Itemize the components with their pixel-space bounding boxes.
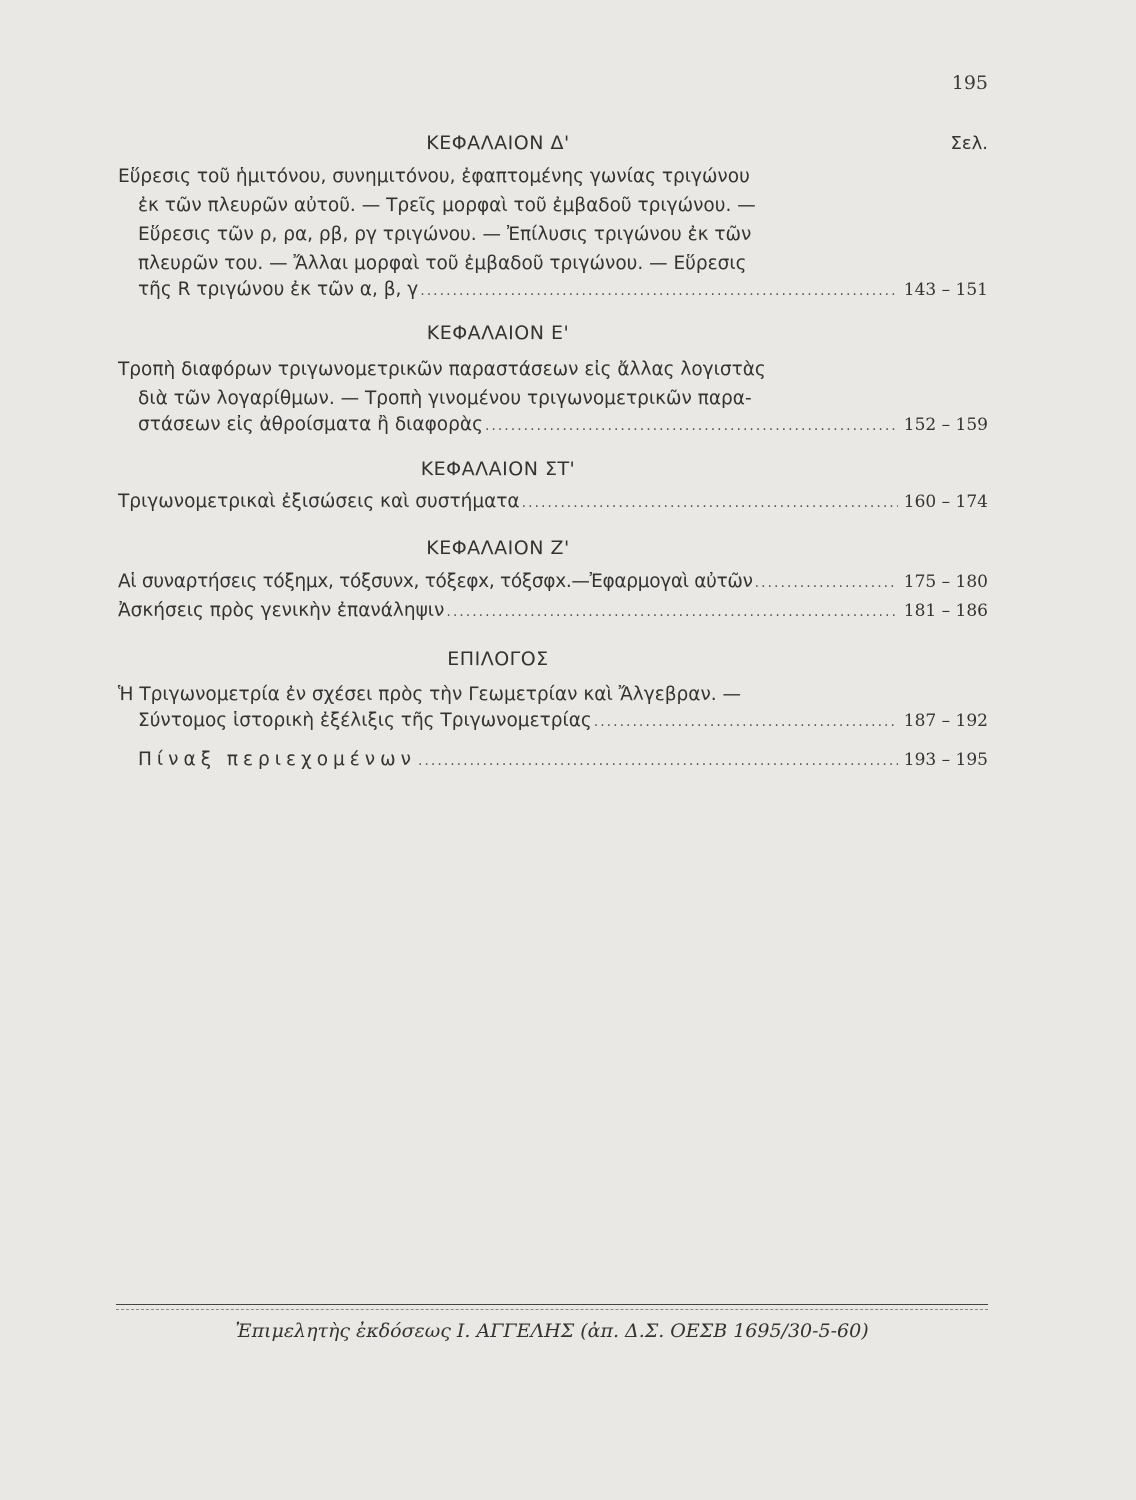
chapter-d-last-line: τῆς R τριγώνου ἐκ τῶν α, β, γ (138, 279, 419, 300)
chapter-z-entry-2-text: Ἀσκήσεις πρὸς γενικὴν ἐπανάληψιν (118, 600, 445, 621)
chapter-d-line-1: Εὕρεσις τοῦ ἡμιτόνου, συνημιτόνου, ἐφαπτομένης γωνίας τριγώνου (118, 166, 750, 187)
chapter-d-entry (138, 279, 988, 300)
toc-label: Πίναξ περιεχομένων (138, 749, 416, 770)
footer-rule-secondary (116, 1309, 988, 1310)
editor-credit: Ἐπιμελητὴς ἐκδόσεως Ι. ΑΓΓΕΛΗΣ (ἀπ. Δ.Σ. ΟΕΣΒ 1695/30-5-60) (235, 1320, 869, 1342)
chapter-st-last-line: Τριγωνομετρικαὶ ἐξισώσεις καὶ συστήματα (118, 491, 520, 512)
epilogue-last-line: Σύντομος ἱστορικὴ ἐξέλιξις τῆς Τριγωνομετρίας (138, 710, 592, 731)
leader-dots (755, 575, 898, 591)
page-number: 195 (951, 72, 988, 94)
epilogue-line-1: Ἡ Τριγωνομετρία ἐν σχέσει πρὸς τὴν Γεωμετρίαν καὶ Ἄλγεβραν. — (118, 684, 742, 705)
leader-dots (594, 714, 898, 730)
epilogue-heading: ΕΠΙΛΟΓΟΣ (447, 648, 549, 670)
leader-dots (420, 283, 898, 299)
leader-dots (485, 418, 898, 434)
chapter-z-heading: ΚΕΦΑΛΑΙΟΝ Ζ' (426, 537, 570, 559)
chapter-z-entry-1-text: Αἱ συναρτήσεις τόξημx, τόξσυνx, τόξεφx, τόξσφx.—Ἐφαρμογαὶ αὐτῶν (118, 571, 753, 592)
chapter-e-entry (138, 414, 988, 435)
epilogue-pages: 187 – 192 (903, 711, 988, 731)
chapter-z-entry-1-pages: 175 – 180 (903, 572, 988, 592)
chapter-d-heading: ΚΕΦΑΛΑΙΟΝ Δ' (426, 132, 570, 154)
chapter-d-line-2: ἐκ τῶν πλευρῶν αὐτοῦ. — Τρεῖς μορφαὶ τοῦ ἐμβαδοῦ τριγώνου. — (138, 195, 756, 216)
chapter-e-pages: 152 – 159 (903, 415, 988, 435)
chapter-e-heading: ΚΕΦΑΛΑΙΟΝ Ε' (426, 322, 570, 344)
leader-dots (418, 753, 898, 769)
chapter-st-heading: ΚΕΦΑΛΑΙΟΝ ΣΤ' (420, 458, 576, 480)
chapter-st-entry (118, 491, 988, 512)
chapter-d-line-4: πλευρῶν του. — Ἄλλαι μορφαὶ τοῦ ἐμβαδοῦ τριγώνου. — Εὕρεσις (138, 253, 747, 274)
chapter-e-line-2: διὰ τῶν λογαρίθμων. — Τροπὴ γινομένου τριγωνομετρικῶν παρα- (138, 388, 752, 409)
chapter-st-pages: 160 – 174 (903, 492, 988, 512)
epilogue-entry (138, 710, 988, 731)
toc-entry (138, 749, 988, 770)
chapter-e-line-1: Τροπὴ διαφόρων τριγωνομετρικῶν παραστάσεων εἰς ἄλλας λογιστὰς (118, 359, 766, 380)
leader-dots (446, 604, 897, 620)
footer-rule (116, 1304, 988, 1305)
chapter-d-line-3: Εὕρεσις τῶν ρ, ρα, ρβ, ργ τριγώνου. — Ἐπίλυσις τριγώνου ἐκ τῶν (138, 224, 752, 245)
toc-pages: 193 – 195 (903, 750, 988, 770)
page-column-label: Σελ. (950, 133, 988, 154)
leader-dots (522, 495, 898, 511)
chapter-d-pages: 143 – 151 (903, 280, 988, 300)
chapter-z-entry-2 (118, 600, 988, 621)
chapter-z-entry-2-pages: 181 – 186 (903, 601, 988, 621)
chapter-z-entry-1 (118, 571, 988, 592)
chapter-e-last-line: στάσεων εἰς ἀθροίσματα ἢ διαφορὰς (138, 414, 483, 435)
